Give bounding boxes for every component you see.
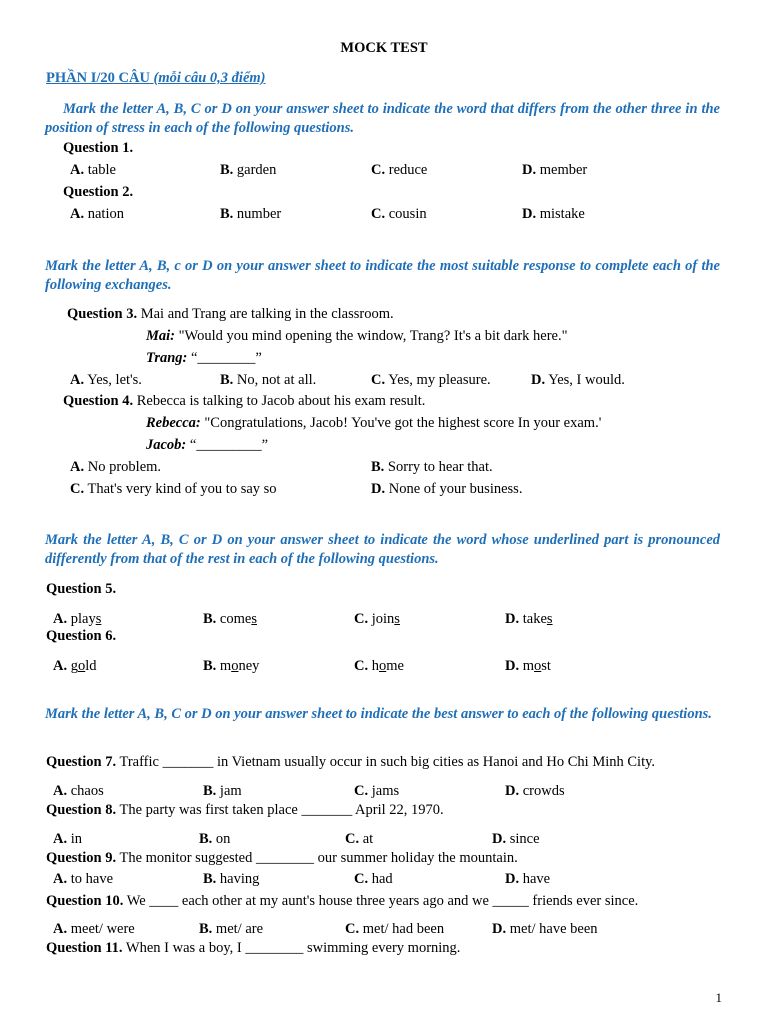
q10-option-b[interactable]: B. met/ are bbox=[199, 921, 264, 937]
q9-option-c[interactable]: C. had bbox=[354, 871, 393, 887]
instruction-stress: Mark the letter A, B, C or D on your answer sheet to indicate the word that differs from the other three in the position of stress in each of the following questions. bbox=[45, 101, 720, 136]
q3-line-1: Mai: "Would you mind opening the window, Trang? It's a bit dark here." bbox=[146, 328, 568, 344]
question-5-label: Question 5. bbox=[46, 581, 117, 597]
page-number: 1 bbox=[715, 990, 722, 1005]
q5-option-c[interactable]: C. joins bbox=[354, 611, 400, 627]
q6-option-d[interactable]: D. most bbox=[505, 658, 551, 674]
instruction-response: Mark the letter A, B, c or D on your answer sheet to indicate the most suitable response to complete each of the following exchanges. bbox=[45, 258, 720, 293]
q7-option-b[interactable]: B. jam bbox=[203, 783, 242, 799]
q3-option-c[interactable]: C. Yes, my pleasure. bbox=[371, 372, 491, 388]
q6-option-c[interactable]: C. home bbox=[354, 658, 404, 674]
q7-option-d[interactable]: D. crowds bbox=[505, 783, 565, 799]
page-title: MOCK TEST bbox=[340, 40, 428, 56]
q8-option-a[interactable]: A. in bbox=[53, 831, 83, 847]
question-6-label: Question 6. bbox=[46, 628, 117, 644]
q4-option-b[interactable]: B. Sorry to hear that. bbox=[371, 459, 493, 475]
q1-option-a[interactable]: A. table bbox=[70, 162, 116, 178]
q4-option-d[interactable]: D. None of your business. bbox=[371, 481, 523, 497]
question-2-label: Question 2. bbox=[63, 184, 134, 200]
q3-option-b[interactable]: B. No, not at all. bbox=[220, 372, 317, 388]
q9-option-b[interactable]: B. having bbox=[203, 871, 260, 887]
q10-option-c[interactable]: C. met/ had been bbox=[345, 921, 445, 937]
q9-option-a[interactable]: A. to have bbox=[53, 871, 114, 887]
q3-option-a[interactable]: A. Yes, let's. bbox=[70, 372, 142, 388]
q1-option-c[interactable]: C. reduce bbox=[371, 162, 428, 178]
q4-option-a[interactable]: A. No problem. bbox=[70, 459, 162, 475]
q8-option-b[interactable]: B. on bbox=[199, 831, 231, 847]
q10-option-a[interactable]: A. meet/ were bbox=[53, 921, 135, 937]
q7-option-a[interactable]: A. chaos bbox=[53, 783, 104, 799]
question-3: Question 3. Mai and Trang are talking in the classroom. bbox=[67, 306, 394, 322]
q8-option-d[interactable]: D. since bbox=[492, 831, 540, 847]
q2-option-b[interactable]: B. number bbox=[220, 206, 282, 222]
q2-option-a[interactable]: A. nation bbox=[70, 206, 124, 222]
question-9: Question 9. The monitor suggested ________ our summer holiday the mountain. bbox=[46, 850, 518, 866]
q9-option-d[interactable]: D. have bbox=[505, 871, 551, 887]
q4-option-c[interactable]: C. That's very kind of you to say so bbox=[70, 481, 277, 497]
instruction-pronounce: Mark the letter A, B, C or D on your answer sheet to indicate the word whose underlined part is pronounced differently from that of the rest in each of the following questions. bbox=[45, 532, 720, 567]
question-4: Question 4. Rebecca is talking to Jacob about his exam result. bbox=[63, 393, 426, 409]
question-11: Question 11. When I was a boy, I ________ swimming every morning. bbox=[46, 940, 461, 956]
question-8: Question 8. The party was first taken place _______ April 22, 1970. bbox=[46, 802, 444, 818]
q5-option-a[interactable]: A. plays bbox=[53, 611, 102, 627]
q1-option-b[interactable]: B. garden bbox=[220, 162, 277, 178]
q5-option-b[interactable]: B. comes bbox=[203, 611, 257, 627]
q10-option-d[interactable]: D. met/ have been bbox=[492, 921, 598, 937]
q8-option-c[interactable]: C. at bbox=[345, 831, 374, 847]
q2-option-d[interactable]: D. mistake bbox=[522, 206, 585, 222]
instruction-best: Mark the letter A, B, C or D on your answer sheet to indicate the best answer to each of the following questions. bbox=[45, 706, 712, 722]
q6-option-b[interactable]: B. money bbox=[203, 658, 260, 674]
question-7: Question 7. Traffic _______ in Vietnam usually occur in such big cities as Hanoi and Ho Chi Minh City. bbox=[46, 754, 656, 770]
q6-option-a[interactable]: A. gold bbox=[53, 658, 97, 674]
q3-option-d[interactable]: D. Yes, I would. bbox=[531, 372, 625, 388]
q5-option-d[interactable]: D. takes bbox=[505, 611, 553, 627]
part-heading: PHẦN I/20 CÂU (mỗi câu 0,3 điểm) bbox=[46, 70, 266, 86]
q1-option-d[interactable]: D. member bbox=[522, 162, 588, 178]
q4-line-2: Jacob: “_________” bbox=[146, 437, 269, 453]
q2-option-c[interactable]: C. cousin bbox=[371, 206, 427, 222]
q7-option-c[interactable]: C. jams bbox=[354, 783, 400, 799]
question-1-label: Question 1. bbox=[63, 140, 134, 156]
question-10: Question 10. We ____ each other at my aunt's house three years ago and we _____ friends ever since. bbox=[46, 893, 639, 909]
q4-line-1: Rebecca: "Congratulations, Jacob! You've got the highest score In your exam.' bbox=[146, 415, 602, 431]
q3-line-2: Trang: “________” bbox=[146, 350, 262, 366]
